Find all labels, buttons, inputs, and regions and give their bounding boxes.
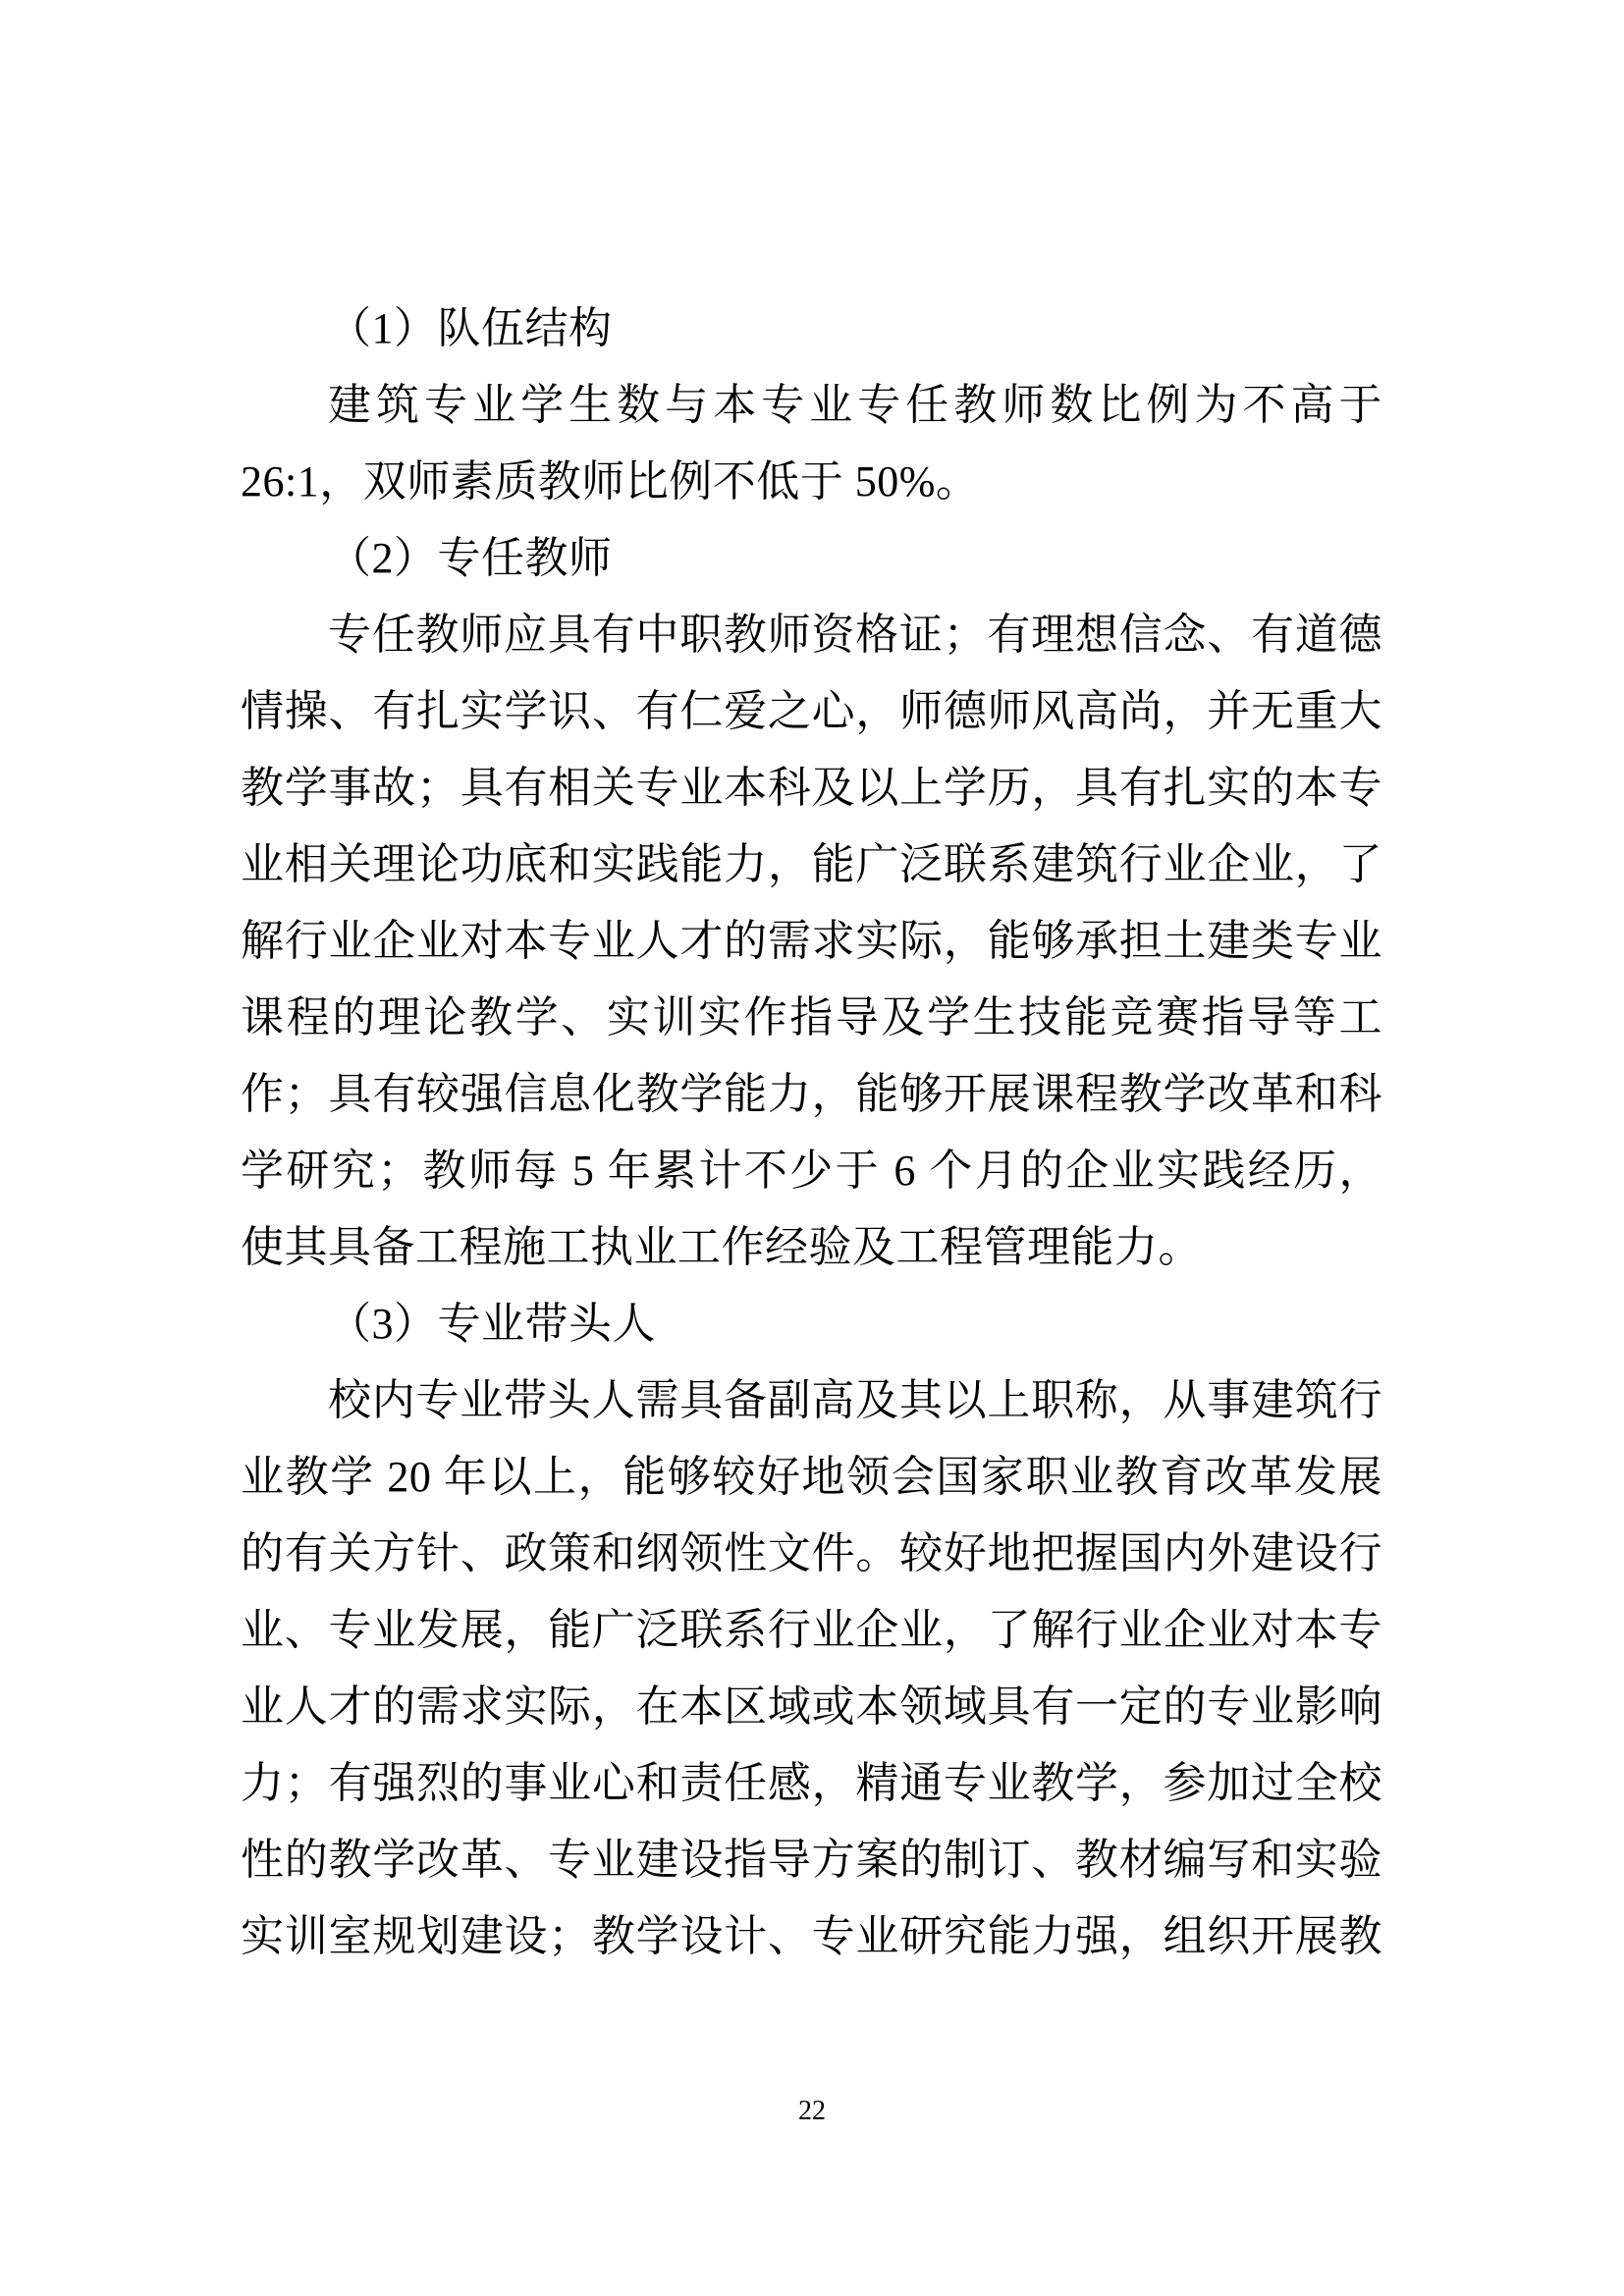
text-line: 的有关方针、政策和纲领性文件。较好地把握国内外建设行	[241, 1529, 1382, 1577]
text-line: 学研究；教师每 5 年累计不少于 6 个月的企业实践经历，	[241, 1147, 1382, 1195]
page-number: 22	[798, 2096, 826, 2126]
text-line: 使其具备工程施工执业工作经验及工程管理能力。	[241, 1223, 1202, 1271]
text-line: 力；有强烈的事业心和责任感，精通专业教学，参加过全校	[241, 1759, 1382, 1807]
text-line: 业人才的需求实际，在本区域或本领域具有一定的专业影响	[241, 1682, 1382, 1731]
text-line: 业、专业发展，能广泛联系行业企业，了解行业企业对本专	[241, 1606, 1382, 1654]
text-line: 业教学 20 年以上，能够较好地领会国家职业教育改革发展	[241, 1453, 1382, 1501]
text-line: 作；具有较强信息化教学能力，能够开展课程教学改革和科	[241, 1070, 1382, 1118]
text-line: 解行业企业对本专业人才的需求实际，能够承担土建类专业	[241, 917, 1382, 965]
text-line: 建筑专业学生数与本专业专任教师数比例为不高于	[328, 381, 1382, 429]
text-block	[241, 291, 1382, 1975]
text-line: 情操、有扎实学识、有仁爱之心，师德师风高尚，并无重大	[241, 687, 1382, 735]
text-line: 26:1，双师素质教师比例不低于 50%。	[241, 457, 980, 506]
text-line: 业相关理论功底和实践能力，能广泛联系建筑行业企业，了	[241, 840, 1382, 888]
text-line: 实训室规划建设；教学设计、专业研究能力强，组织开展教	[241, 1912, 1382, 1960]
text-line: 教学事故；具有相关专业本科及以上学历，具有扎实的本专	[241, 764, 1382, 812]
section-heading-3: （3）专业带头人	[328, 1300, 656, 1348]
text-line: 课程的理论教学、实训实作指导及学生技能竞赛指导等工	[241, 993, 1382, 1041]
text-line: 专任教师应具有中职教师资格证；有理想信念、有道德	[328, 611, 1382, 659]
text-line: 校内专业带头人需具备副高及其以上职称，从事建筑行	[328, 1376, 1382, 1424]
text-line: 性的教学改革、专业建设指导方案的制订、教材编写和实验	[241, 1836, 1382, 1884]
section-heading-1: （1）队伍结构	[328, 304, 613, 352]
section-heading-2: （2）专任教师	[328, 534, 613, 582]
